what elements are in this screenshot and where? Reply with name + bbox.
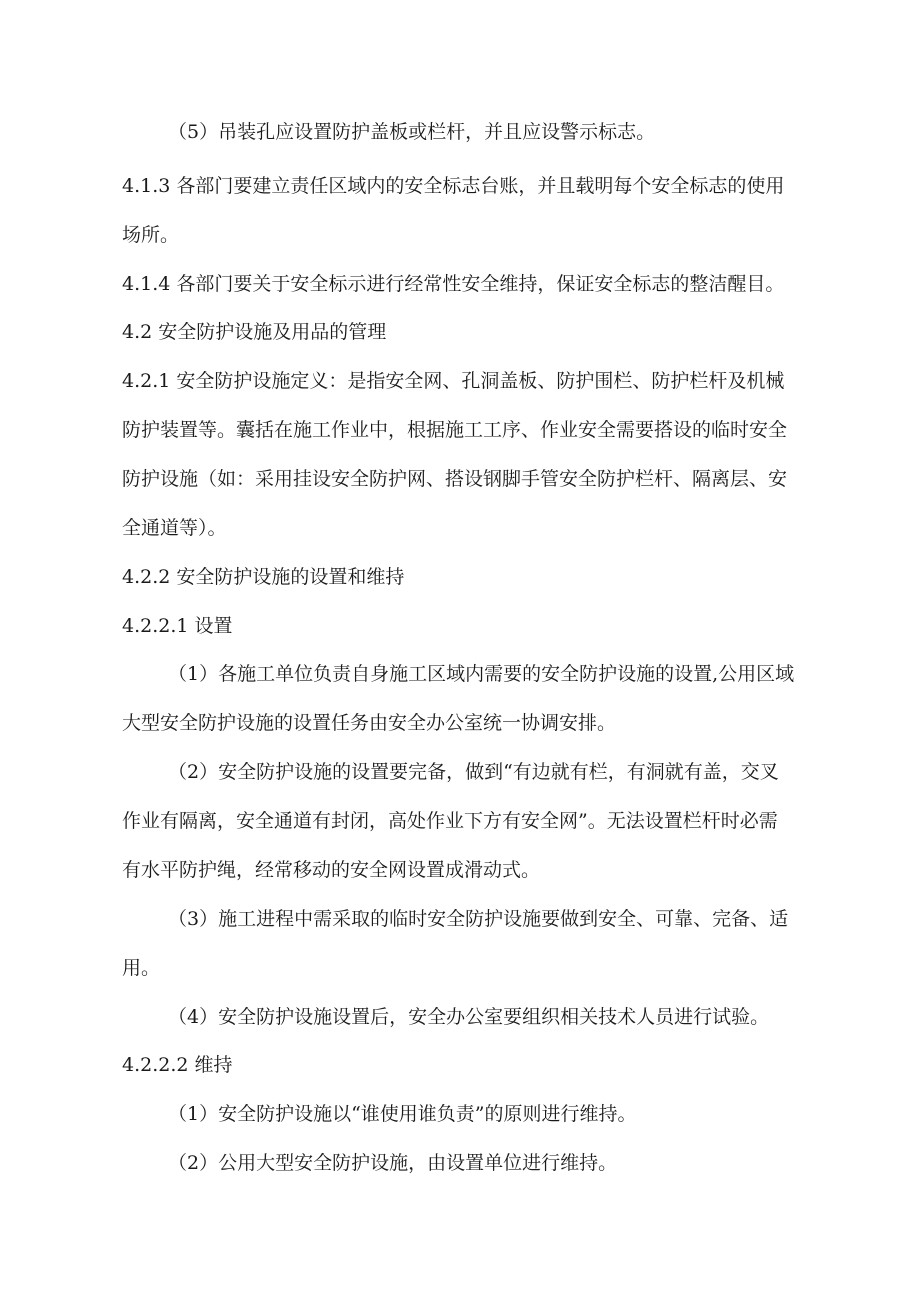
text-line: （3）施工进程中需采取的临时安全防护设施要做到安全、可靠、完备、适: [168, 908, 789, 930]
text-line: 用。: [122, 957, 161, 979]
text-line: 4.2.1 安全防护设施定义：是指安全网、孔洞盖板、防护围栏、防护栏杆及机械: [122, 370, 785, 392]
text-line: 有水平防护绳，经常移动的安全网设置成滑动式。: [122, 859, 541, 881]
text-line: （1）安全防护设施以“谁使用谁负责”的原则进行维持。: [168, 1103, 637, 1125]
section-heading: 4.2.2.2 维持: [122, 1054, 233, 1076]
text-line: （2）安全防护设施的设置要完备，做到“有边就有栏，有洞就有盖，交叉: [168, 761, 779, 783]
text-line: 作业有隔离，安全通道有封闭，高处作业下方有安全网”。无法设置栏杆时必需: [122, 810, 778, 832]
text-line: 全通道等）。: [122, 517, 227, 539]
text-line: 场所。: [122, 224, 180, 246]
text-line: （1）各施工单位负责自身施工区域内需要的安全防护设施的设置,公用区域: [168, 663, 795, 685]
text-line: （5）吊装孔应设置防护盖板或栏杆，并且应设警示标志。: [168, 121, 656, 143]
text-line: 大型安全防护设施的设置任务由安全办公室统一协调安排。: [122, 712, 617, 734]
text-line: 防护装置等。囊括在施工作业中，根据施工工序、作业安全需要搭设的临时安全: [122, 419, 788, 441]
text-line: 4.1.3 各部门要建立责任区域内的安全标志台账，并且载明每个安全标志的使用: [122, 175, 785, 197]
text-line: 防护设施（如：采用挂设安全防护网、搭设钢脚手管安全防护栏杆、隔离层、安: [122, 468, 788, 490]
section-heading: 4.2.2.1 设置: [122, 615, 233, 637]
section-heading: 4.2.2 安全防护设施的设置和维持: [122, 566, 405, 588]
text-line: （2）公用大型安全防护设施，由设置单位进行维持。: [168, 1152, 618, 1174]
text-line: （4）安全防护设施设置后，安全办公室要组织相关技术人员进行试验。: [168, 1006, 770, 1028]
text-line: 4.1.4 各部门要关于安全标示进行经常性安全维持，保证安全标志的整洁醒目。: [122, 273, 785, 295]
section-heading: 4.2 安全防护设施及用品的管理: [122, 321, 387, 343]
